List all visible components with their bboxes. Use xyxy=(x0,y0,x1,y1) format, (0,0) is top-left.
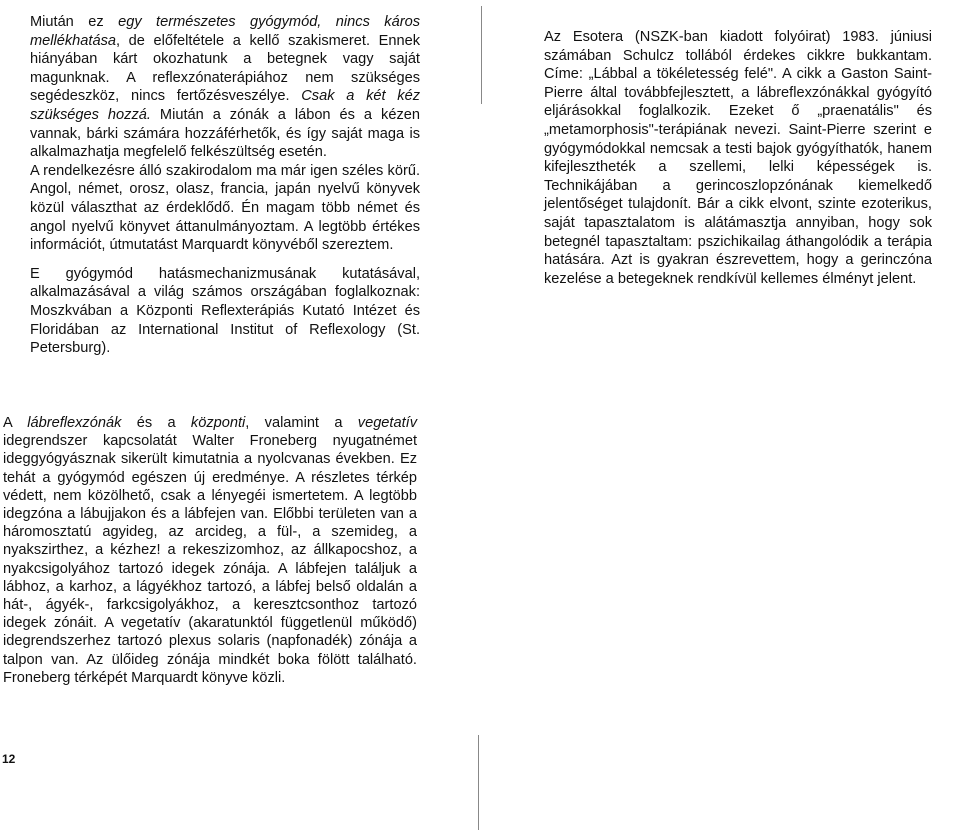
column-divider-top xyxy=(481,6,482,104)
bottom-column xyxy=(3,414,417,687)
page-number: 12 xyxy=(2,752,16,766)
paragraph-nerve-zones: A lábreflexzónák és a központi, valamint a vegetatív idegrendszer kapcsolatát Walter Froneberg nyugatnémet ideggyógyásznak sikerült kimutatnia a nyolcvanas években. Ez tehát a gyógymód egészen új eredménye. A részletes térkép védett, nem közölhető, csak a lényegéi ismertetem. A legtöbb idegzóna a lábujjakon és a lábfejen van. Előbbi területen van a háromosztatú agyideg, az arcideg, a fül-, a szemideg, a nyakszirthez, a kézhez! a rekeszizomhoz, az állkapocshoz, a nyakcsigolyához tartozó idegek zónája. A lábfejen találjuk a lábhoz, a karhoz, a lágyékhoz tartozó, a lábfej belső oldalán a hát-, ágyék-, farkcsigolyákhoz, a keresztcsonthoz tartozó idegek zónáit. A vegetatív (akaratunktól függetlenül működő) idegrendszerhez tartozó plexus solaris (napfonadék) zónája a talpon van. Az ülőideg zónája mindkét boka fölött található. Froneberg térképét Marquardt könyve közli. xyxy=(3,415,418,686)
paragraph-literature: A rendelkezésre álló szakirodalom ma már igen széles körű. Angol, német, orosz, olasz, francia, japán nyelvű könyvek közül választhat az érdeklődő. Én magam több német és angol nyelvű könyvet áttanulmányoztam. A legtöbb értékes információt, útmutatást Marquardt könyvéből szereztem. xyxy=(30,162,420,254)
paragraph-natural-remedy: Miután ez egy természetes gyógymód, nincs káros mellékhatása, de előfeltétele a kellő szakismeret. Ennek hiányában kárt okozhatunk a betegnek vagy saját magunknak. A reflexzónaterápiához nem szükséges segédeszköz, nincs fertőzésveszélye. Csak a két kéz szükséges hozzá. Miután a zónák a lábon és a kézen vannak, bárki számára hozzáférhetők, és így saját maga is alkalmazhatja megfelelő felkészültség esetén. xyxy=(30,14,420,161)
paragraph-esotera: Az Esotera (NSZK-ban kiadott folyóirat) 1983. júniusi számában Schulcz tollából érdekes cikkre bukkantam. Címe: „Lábbal a tökéletesség felé". A cikk a Gaston Saint-Pierre által továbbfejlesztett, a lábreflexzónákkal gyógyító eljárásokkal foglalkozik. Ezeket ő „praenatális" és „metamorphosis"-terápiának nevezi. Saint-Pierre szerint e gyógymódokkal nemcsak a testi bajok gyógyíthatók, hanem kifejlesztheték a szellemi, lelki képességek is. Technikájában a gerincoszlopzónának kiemelkedő jelentőséget tulajdonít. Bár a cikk elvont, szinte ezoterikus, saját tapasztalatom is alátámasztja annyiban, hogy sok betegnél tapasztaltam: pszichikailag áthangolódik a terápia hatására. Azt is gyakran észrevettem, hogy a gerinczóna kezelése a betegeknek rendkívül kellemes élményt jelent. xyxy=(544,29,932,287)
paragraph-research: E gyógymód hatásmechanizmusának kutatásával, alkalmazásával a világ számos országában foglalkoznak: Moszkvában a Központi Reflexterápiás Kutató Intézet és Floridában az International Institut of Reflexology (St. Petersburg). xyxy=(30,265,420,357)
left-column xyxy=(30,13,420,358)
right-column xyxy=(544,28,932,288)
column-divider-bottom xyxy=(478,735,479,830)
